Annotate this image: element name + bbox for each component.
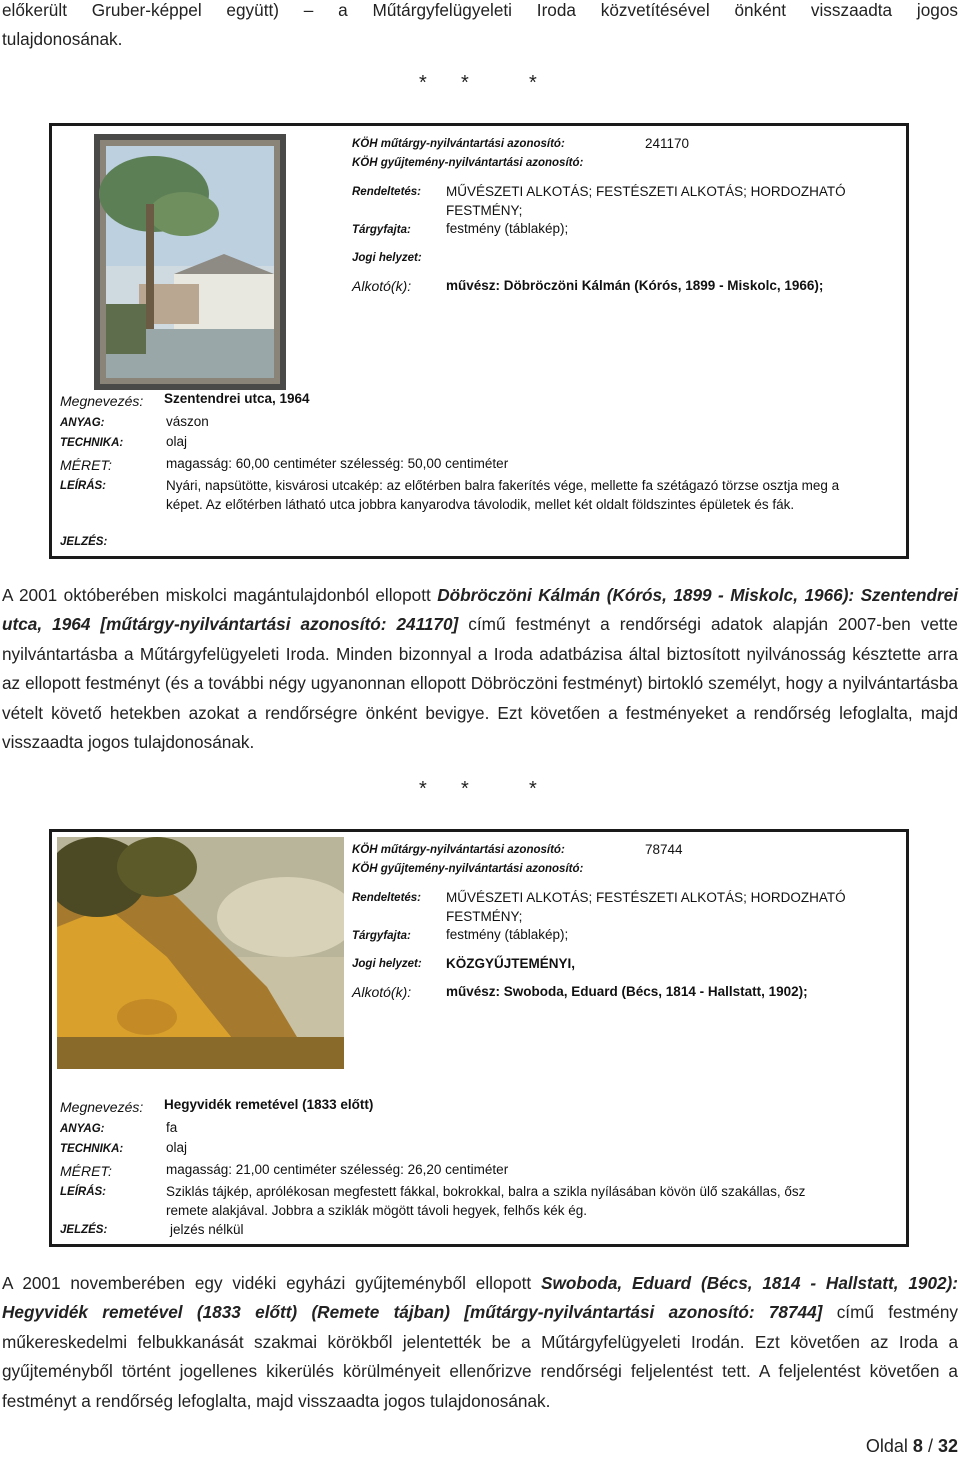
koh-collection-label: KÖH gyűjtemény-nyilvántartási azonosító: <box>352 157 584 169</box>
separator-star: * <box>461 72 469 94</box>
rendeltetes-value: MŰVÉSZETI ALKOTÁS; FESTÉSZETI ALKOTÁS; HORDOZHATÓ FESTMÉNY; <box>446 890 846 924</box>
separator-star: * <box>419 778 427 800</box>
page-separator: / <box>927 1436 933 1456</box>
artwork-record-card-1 <box>49 123 909 559</box>
paragraph-1-artwork-ref: Döbröczöni Kálmán (Kórós, 1899 - Miskolc, 1966): Szentendrei utca, 1964 [műtárgy-nyilvántartási azonosító: 241170] <box>2 585 958 635</box>
anyag-label: ANYAG: <box>60 417 105 429</box>
artwork-record-card-2 <box>49 829 909 1247</box>
technika-label: TECHNIKA: <box>60 1143 124 1155</box>
anyag-value: vászon <box>166 414 209 429</box>
alkoto-label: Alkotó(k): <box>352 278 412 294</box>
jogi-helyzet-value: KÖZGYŰJTEMÉNYI, <box>446 956 576 971</box>
rendeltetes-label: Rendeltetés: <box>352 892 422 904</box>
alkoto-value: művész: Swoboda, Eduard (Bécs, 1814 - Hallstatt, 1902); <box>446 984 808 999</box>
jelzes-label: JELZÉS: <box>60 536 108 548</box>
technika-value: olaj <box>166 1140 188 1155</box>
koh-id-value: 241170 <box>645 136 690 151</box>
jelzes-value: jelzés nélkül <box>170 1222 244 1237</box>
rendeltetes-value: MŰVÉSZETI ALKOTÁS; FESTÉSZETI ALKOTÁS; HORDOZHATÓ FESTMÉNY; <box>446 184 846 218</box>
paragraph-2-text-b: című festmény műkereskedelmi felbukkanását szakmai körökből jelentették be a Műtárgyfelügyeleti Irodán. Ezt követően az Iroda a gyűjteményből történt jogellenes kikerülés körülményeit ellenőrizve rendőrségi feljelentést tett. A feljelentést követően a festményt a rendőrség lefoglalta, majd visszaadta jogos tulajdonosának. <box>2 1302 958 1411</box>
painting-thumbnail-2 <box>57 837 344 1069</box>
paragraph-1 <box>2 581 958 757</box>
leiras-label: LEÍRÁS: <box>60 1186 106 1198</box>
page-total: 32 <box>937 1436 958 1456</box>
leiras-value: Nyári, napsütötte, kisvárosi utcakép: az előtérben balra fakerítés vége, mellette fa szétágazó törzse osztja meg a képet. Az előtérben látható utca jobbra kanyarodva távolodik, mellet két oldalt földszintes épületek és fák. <box>166 478 840 512</box>
leiras-value: Sziklás tájkép, aprólékosan megfestett fákkal, bokrokkal, balra a szikla nyílásában kövön ülő szakállas, ősz remete alakjával. Jobbra a sziklák mögött távoli hegyek, felhős kék ég. <box>166 1184 806 1218</box>
paragraph-1-text-b: című festményt a rendőrségi adatok alapján 2007-ben vette nyilvántartásba a Műtárgyfelügyeleti Iroda. Minden bizonnyal a Iroda adatbázisa által biztosított nyilvánosság késztette arra az ellopott festményt (és a további négy ugyanonnan ellopott Döbröczöni festményt) birtokló személyt, hogy a nyilvántartásba vételt követő hetekben azokat a rendőrségre önként bevigye. Ezt követően a festményeket a rendőrség lefoglalta, majd visszaadta jogos tulajdonosának. <box>2 614 958 753</box>
meret-value: magasság: 21,00 centiméter szélesség: 26,20 centiméter <box>166 1162 509 1177</box>
technika-label: TECHNIKA: <box>60 437 124 449</box>
targyfajta-value: festmény (táblakép); <box>446 221 569 236</box>
intro-line-2: tulajdonosának. <box>2 29 123 50</box>
megnevezes-label: Megnevezés: <box>60 1099 144 1115</box>
megnevezes-label: Megnevezés: <box>60 393 144 409</box>
targyfajta-value: festmény (táblakép); <box>446 927 569 942</box>
painting-thumbnail-1 <box>94 134 286 390</box>
anyag-label: ANYAG: <box>60 1123 105 1135</box>
paragraph-1-text-a: A 2001 októberében miskolci magántulajdonból ellopott <box>2 585 438 605</box>
jogi-helyzet-label: Jogi helyzet: <box>352 958 422 970</box>
page-label: Oldal <box>865 1436 908 1456</box>
rendeltetes-label: Rendeltetés: <box>352 186 422 198</box>
alkoto-label: Alkotó(k): <box>352 984 412 1000</box>
separator-star: * <box>529 72 537 94</box>
meret-label: MÉRET: <box>60 1163 112 1179</box>
koh-id-label: KÖH műtárgy-nyilvántartási azonosító: <box>352 138 565 150</box>
intro-text <box>2 0 958 55</box>
technika-value: olaj <box>166 434 188 449</box>
meret-label: MÉRET: <box>60 457 112 473</box>
intro-line-1: előkerült Gruber-képpel együtt) – a Műtárgyfelügyeleti Iroda közvetítésével önként visszaadta jogos <box>2 0 958 20</box>
koh-id-value: 78744 <box>645 842 683 857</box>
leiras-label: LEÍRÁS: <box>60 480 106 492</box>
page-number <box>866 1436 958 1457</box>
megnevezes-value: Hegyvidék remetével (1833 előtt) <box>164 1097 374 1112</box>
targyfajta-label: Tárgyfajta: <box>352 224 411 236</box>
page-current: 8 <box>912 1436 923 1456</box>
paragraph-2 <box>2 1269 958 1416</box>
paragraph-2-text-a: A 2001 novemberében egy vidéki egyházi gyűjteményből ellopott <box>2 1273 541 1293</box>
paragraph-2-artwork-ref: Swoboda, Eduard (Bécs, 1814 - Hallstatt, 1902): Hegyvidék remetével (1833 előtt) (Remete tájban) [műtárgy-nyilvántartási azonosító: 78744] <box>2 1273 959 1323</box>
alkoto-value: művész: Döbröczöni Kálmán (Kórós, 1899 - Miskolc, 1966); <box>446 278 824 293</box>
separator-star: * <box>529 778 537 800</box>
megnevezes-value: Szentendrei utca, 1964 <box>164 391 310 406</box>
jelzes-label: JELZÉS: <box>60 1224 108 1236</box>
separator-star: * <box>419 72 427 94</box>
koh-collection-label: KÖH gyűjtemény-nyilvántartási azonosító: <box>352 863 584 875</box>
koh-id-label: KÖH műtárgy-nyilvántartási azonosító: <box>352 844 565 856</box>
targyfajta-label: Tárgyfajta: <box>352 930 411 942</box>
jogi-helyzet-label: Jogi helyzet: <box>352 252 422 264</box>
separator-star: * <box>461 778 469 800</box>
anyag-value: fa <box>166 1120 178 1135</box>
meret-value: magasság: 60,00 centiméter szélesség: 50,00 centiméter <box>166 456 509 471</box>
